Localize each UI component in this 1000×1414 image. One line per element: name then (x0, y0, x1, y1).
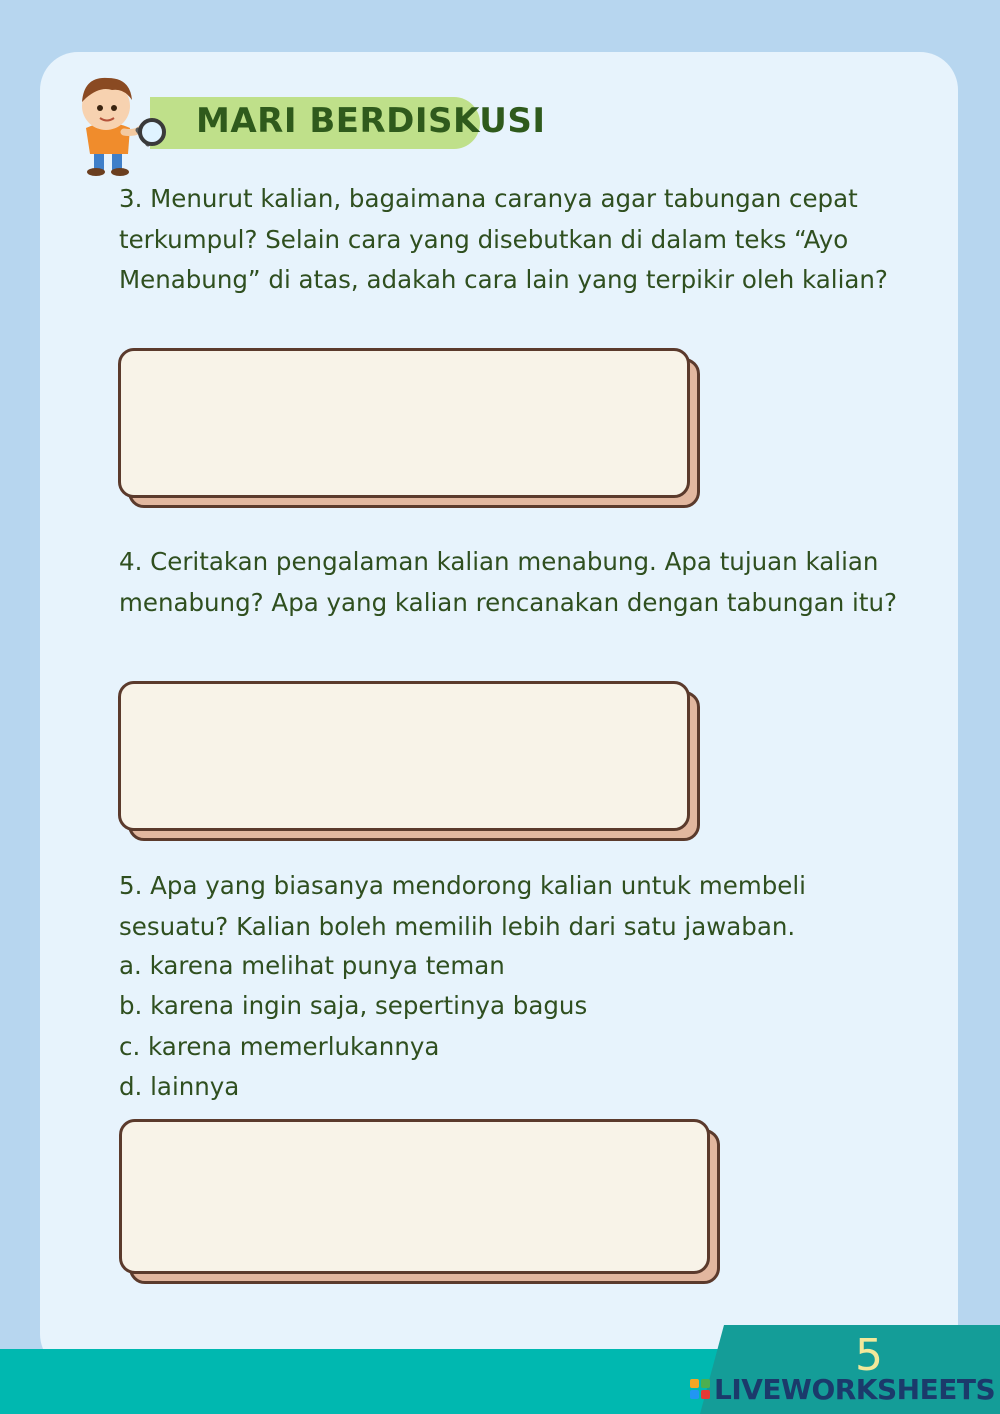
answer-box-4 (118, 681, 700, 841)
boy-with-magnifier-icon (72, 68, 168, 178)
option-d: d. lainnya (119, 1072, 240, 1101)
question-5-text: 5. Apa yang biasanya mendorong kalian untuk membeli sesuatu? Kalian boleh memilih lebih dari satu jawaban. (119, 871, 806, 941)
liveworksheets-logo[interactable] (690, 1372, 995, 1406)
answer-4-input[interactable] (118, 681, 690, 831)
liveworksheets-logo-icon (690, 1379, 710, 1399)
option-a: a. karena melihat punya teman (119, 951, 505, 980)
question-4-text: 4. Ceritakan pengalaman kalian menabung. Apa tujuan kalian menabung? Apa yang kalian rencanakan dengan tabungan itu? (119, 547, 897, 617)
question-3-text: 3. Menurut kalian, bagaimana caranya agar tabungan cepat terkumpul? Selain cara yang disebutkan di dalam teks “Ayo Menabung” di atas, adakah cara lain yang terpikir oleh kalian? (119, 184, 888, 294)
answer-3-input[interactable] (118, 348, 690, 498)
answer-box-5 (119, 1119, 720, 1284)
answer-5-input[interactable] (119, 1119, 710, 1274)
option-b: b. karena ingin saja, sepertinya bagus (119, 991, 588, 1020)
page-number: 5 (855, 1330, 883, 1381)
option-c: c. karena memerlukannya (119, 1032, 440, 1061)
page-title: MARI BERDISKUSI (196, 101, 546, 141)
brand-name: LIVEWORKSHEETS (714, 1372, 996, 1406)
answer-box-3 (118, 348, 700, 508)
